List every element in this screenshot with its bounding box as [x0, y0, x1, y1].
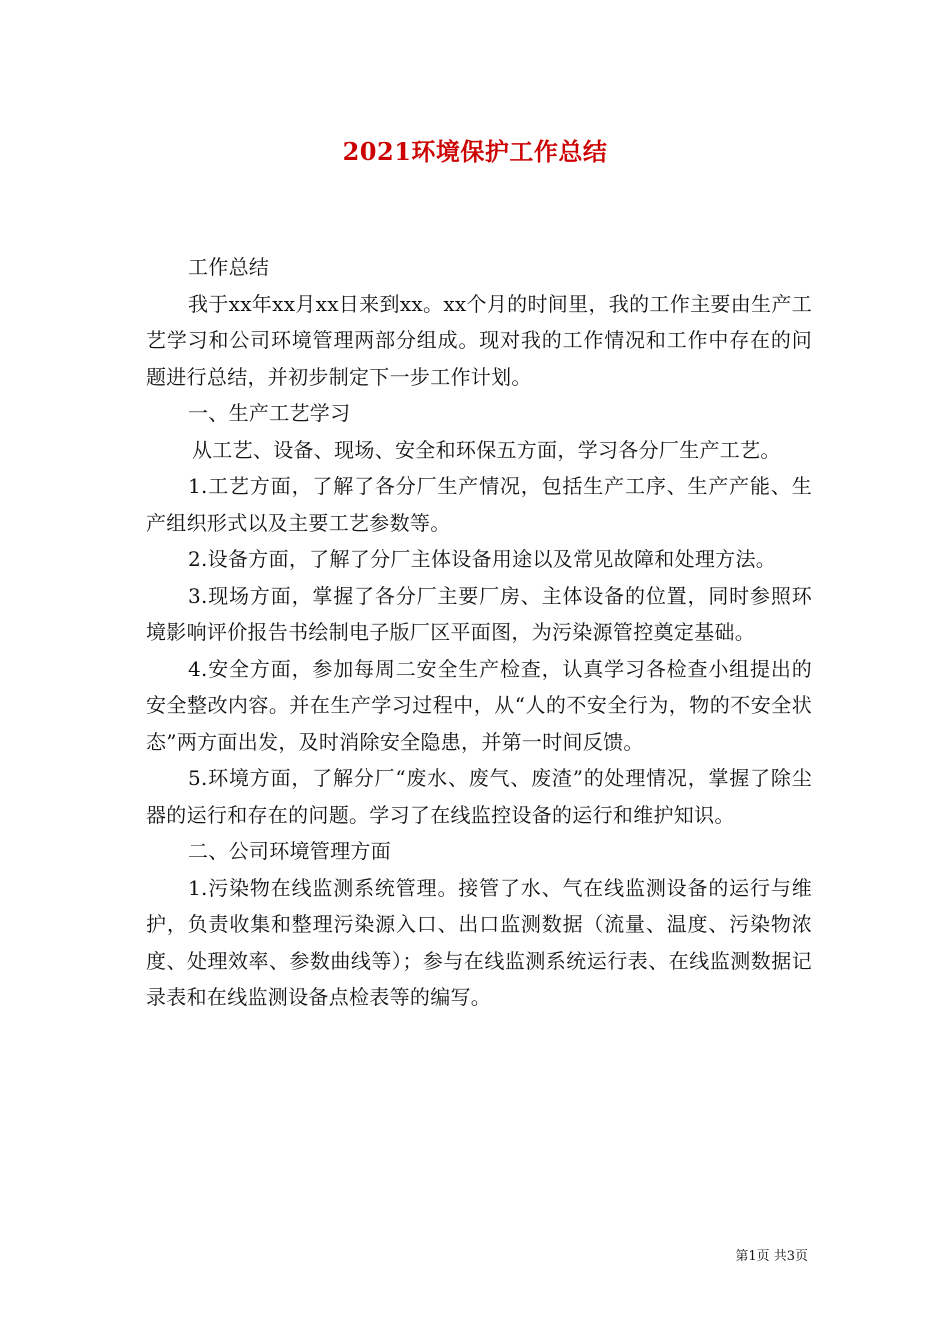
document-title: 2021环境保护工作总结 — [342, 137, 608, 166]
paragraph-process-overview: 从工艺、设备、现场、安全和环保五方面，学习各分厂生产工艺。 — [192, 437, 781, 462]
paragraph-item-safety: 4.安全方面，参加每周二安全生产检查，认真学习各检查小组提出的安全整改内容。并在生产学习过程中，从“人的不安全行为，物的不安全状态”两方面出发，及时消除安全隐患，并第一时间反馈。 — [146, 656, 812, 754]
section-heading-2: 二、公司环境管理方面 — [188, 839, 391, 863]
paragraph-intro: 我于xx年xx月xx日来到xx。xx个月的时间里，我的工作主要由生产工艺学习和公司环境管理两部分组成。现对我的工作情况和工作中存在的问题进行总结，并初步制定下一步工作计划。 — [146, 291, 812, 389]
paragraph-item-environment: 5.环境方面，了解分厂“废水、废气、废渣”的处理情况，掌握了除尘器的运行和存在的问题。学习了在线监控设备的运行和维护知识。 — [146, 766, 812, 827]
page-number: 第1页 共3页 — [735, 1249, 808, 1264]
paragraph-item-site: 3.现场方面，掌握了各分厂主要厂房、主体设备的位置，同时参照环境影响评价报告书绘制电子版厂区平面图，为污染源管控奠定基础。 — [146, 583, 812, 644]
paragraph-item-process: 1.工艺方面，了解了各分厂生产情况，包括生产工序、生产产能、生产组织形式以及主要工艺参数等。 — [146, 474, 812, 535]
document-body — [146, 249, 812, 1016]
section-heading-1: 一、生产工艺学习 — [188, 401, 351, 425]
section-heading-summary: 工作总结 — [188, 255, 270, 279]
paragraph-item-equipment: 2.设备方面，了解了分厂主体设备用途以及常见故障和处理方法。 — [188, 547, 777, 571]
paragraph-item-monitoring: 1.污染物在线监测系统管理。接管了水、气在线监测设备的运行与维护，负责收集和整理污染源入口、出口监测数据（流量、温度、污染物浓度、处理效率、参数曲线等）；参与在线监测系统运行表、在线监测数据记录表和在线监测设备点检表等的编写。 — [146, 875, 812, 1009]
